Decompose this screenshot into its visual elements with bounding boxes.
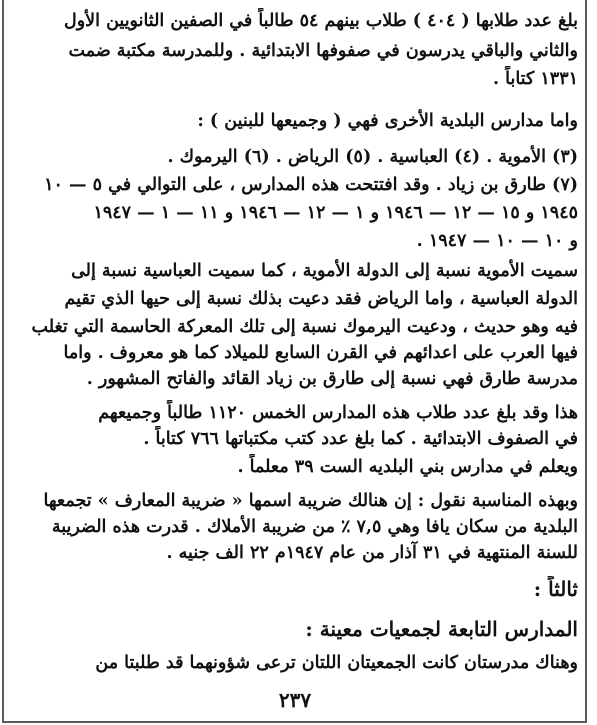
subsection-heading: المدارس التابعة لجمعيات معينة :	[305, 617, 578, 641]
text-line: و ١٠ — ١٠ — ١٩٤٧ .	[416, 231, 578, 251]
text-line: ١٩٤٥ و ١٥ — ١٢ — ١٩٤٦ و ١ — ١٢ — ١٩٤٦ و ١١ — ١ — ١٩٤٧	[93, 203, 578, 223]
text-line: فيه وهو حديث ، ودعيت اليرموك نسبة إلى تلك المعركة الحاسمة التي تغلب	[31, 317, 578, 337]
text-line: ويعلم في مدارس بني البلديه الست ٣٩ معلماً .	[237, 457, 578, 477]
text-line: ١٣٣١ كتاباً .	[492, 69, 578, 89]
text-line: في الصفوف الابتدائية . كما بلغ عدد كتب مكتباتها ٧٦٦ كتاباً .	[143, 429, 578, 449]
text-line: والثاني والباقي يدرسون في صفوفها الابتدائية . وللمدرسة مكتبة ضمت	[68, 41, 578, 61]
text-line: وبهذه المناسبة نقول : إن هنالك ضريبة اسمها « ضريبة المعارف » تجمعها	[43, 491, 578, 511]
text-line: بلغ عدد طلابها ( ٤٠٤ ) طلاب بينهم ٥٤ طالباً في الصفين الثانويين الأول	[63, 11, 578, 31]
text-line: فيها العرب على اعدائهم في القرن السابع للميلاد كما هو معروف . واما	[63, 343, 578, 363]
document-page	[12, 2, 578, 718]
text-line: البلدية من سكان يافا وهي ٧,٥ ٪ من ضريبة الأملاك . قدرت هذه الضريبة	[51, 517, 578, 537]
text-line: هذا وقد بلغ عدد طلاب هذه المدارس الخمس ١١٢٠ طالباً وجميعهم	[98, 403, 578, 423]
text-line: للسنة المنتهية في ٣١ آذار من عام ١٩٤٧م ٢٢ الف جنيه .	[166, 543, 578, 563]
text-line: (٧) طارق بن زياد . وقد افتتحت هذه المدارس ، على التوالي في ٥ — ١٠	[44, 175, 578, 195]
text-line: مدرسة طارق فهي نسبة إلى طارق بن زياد القائد والفاتح المشهور .	[86, 369, 578, 389]
text-line: واما مدارس البلدية الأخرى فهي ( وجميعها للبنين ) :	[197, 111, 578, 131]
text-line: الدولة العباسية ، واما الرياض فقد دعيت بذلك نسبة إلى حيها الذي تقيم	[64, 289, 578, 309]
text-line: (٣) الأموية . (٤) العباسية . (٥) الرياض . (٦) اليرموك .	[167, 147, 578, 167]
text-line: وهناك مدرستان كانت الجمعيتان اللتان ترعى شؤونهما قد طلبتا من	[95, 653, 578, 673]
page-number: ٢٣٧	[278, 688, 312, 712]
text-line: سميت الأموية نسبة إلى الدولة الأموية ، كما سميت العباسية نسبة إلى	[71, 261, 578, 281]
section-heading: ثالثاً :	[533, 577, 578, 601]
